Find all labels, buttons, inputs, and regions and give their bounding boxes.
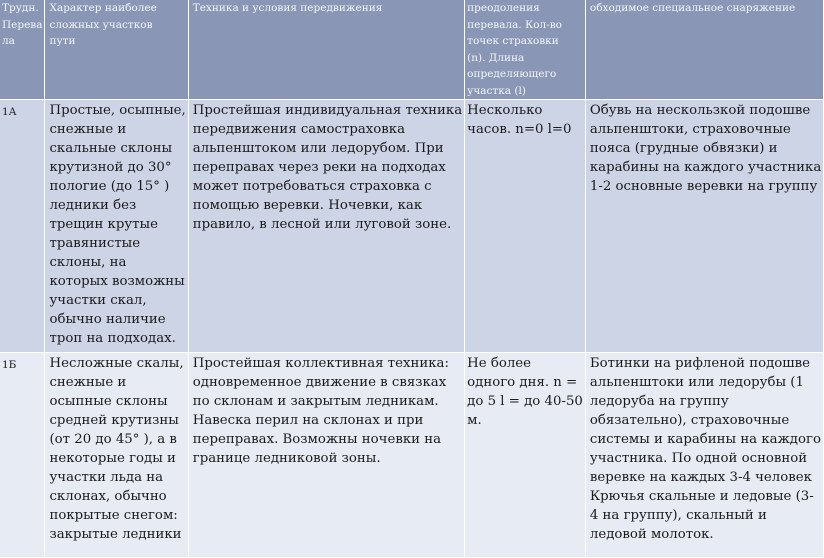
equipment-cell: Ботинки на рифленой подошве альпенштоки или ледорубы (1 ледоруба на группу обязательно), страховочные системы и карабины на каждого участника. По одной основной веревке на каждых 3-4 человек Крючья скальные и ледовые (3- 4 на группу), скальный и ледовой молоток. xyxy=(585,353,823,558)
table-row xyxy=(0,100,824,353)
technique-cell: Простейшая коллективная техника: одновременное движение в связках по склонам и закрытым ледникам. Навеска перил на склонах и при переправах. Возможны ночевки на границе ледниковой зоны. xyxy=(188,353,464,558)
table-header-row xyxy=(0,0,824,100)
header-equipment: обходимое специальное снаряжение xyxy=(585,0,823,100)
technique-cell: Простейшая индивидуальная техника передвижения самостраховка альпенштоком или ледорубом. При переправах через реки на подходах может потребоваться страховка с помощью веревки. Ночевки, как правило, в лесной или луговой зоне. xyxy=(188,100,464,353)
difficulty-id: 1А xyxy=(0,100,45,353)
equipment-cell: Обувь на нескользкой подошве альпенштоки, страховочные пояса (грудные обвязки) и карабины на каждого участника 1-2 основные веревки на группу xyxy=(585,100,823,353)
header-technique: Техника и условия передвижения xyxy=(188,0,464,100)
terrain-cell: Простые, осыпные, снежные и скальные склоны крутизной до 30° пологие (до 15° ) ледники без трещин крутые травянистые склоны, на которых возможны участки скал, обычно наличие троп на подходах. xyxy=(45,100,188,353)
header-difficulty: Трудн. Перева ла xyxy=(0,0,45,100)
header-time: преодоления перевала. Кол-во точек страховки (n). Длина определяющего участка (l) xyxy=(465,0,586,100)
header-terrain: Характер наиболее сложных участков пути xyxy=(45,0,188,100)
table-row xyxy=(0,353,824,558)
time-cell: Несколько часов. n=0 l=0 xyxy=(465,100,586,353)
terrain-cell: Несложные скалы, снежные и осыпные склоны средней крутизны (от 20 до 45° ), а в некоторые годы и участки льда на склонах, обычно покрытые снегом: закрытые ледники xyxy=(45,353,188,558)
time-cell: Не более одного дня. n = до 5 l = до 40-50 м. xyxy=(465,353,586,558)
difficulty-id: 1Б xyxy=(0,353,45,558)
